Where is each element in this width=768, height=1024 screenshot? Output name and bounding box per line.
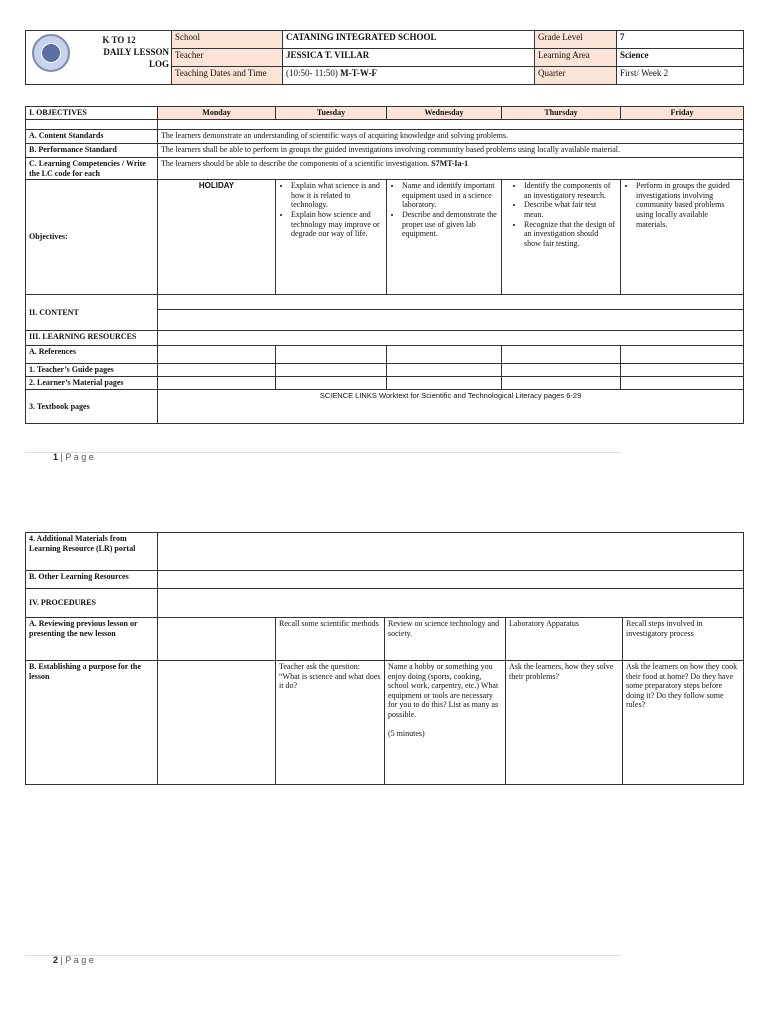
school-label: School [172, 31, 283, 49]
deped-seal-icon [32, 34, 70, 72]
tuesday-objectives [276, 180, 387, 295]
content-heading: II. CONTENT [26, 295, 158, 331]
purpose-tuesday: Teacher ask the question: “What is science and what does it do? [276, 661, 385, 785]
wednesday-objectives [387, 180, 502, 295]
friday-objectives [621, 180, 744, 295]
page2-footer-line [25, 955, 620, 956]
day-tuesday: Tuesday [276, 107, 387, 120]
other-resources-label: B. Other Learning Resources [26, 571, 158, 589]
title-line3: LOG [148, 59, 169, 69]
purpose-label: B. Establishing a purpose for the lesson [26, 661, 158, 785]
review-wednesday: Review on science technology and society. [385, 618, 506, 661]
references-label: A. References [26, 346, 158, 364]
teacher-label: Teacher [172, 49, 283, 67]
wednesday-objective-item: • Name and identify important equipment used in a science laboratory. [402, 181, 498, 210]
thursday-objective-item: • Describe what fair test mean. [524, 200, 617, 219]
review-tuesday: Recall some scientific methods [276, 618, 385, 661]
competencies-label: C. Learning Competencies / Write the LC code for each [26, 158, 158, 180]
tuesday-objective-item: • Explain what science is and how it is related to technology. [291, 181, 383, 210]
page1-footer-line [25, 452, 620, 453]
competencies-code: S7MT-Ia-1 [431, 159, 469, 168]
quarter-label: Quarter [535, 67, 617, 85]
competencies-text: The learners should be able to describe the components of a scientific investigation. S7MT-Ia-1 [158, 158, 744, 180]
procedures-table [25, 532, 744, 785]
procedures-heading: IV. PROCEDURES [26, 589, 158, 618]
header-logo-cell [26, 31, 172, 85]
review-thursday: Laboratory Apparatus [506, 618, 623, 661]
textbook-text: SCIENCE LINKS Worktext for Scientific and Technological Literacy pages 6-29 [158, 390, 744, 424]
title-line1: K TO 12 [102, 35, 136, 45]
purpose-wednesday: Name a hobby or something you enjoy doing (sports, cooking, school work, carpentry, etc.) What equipment or tools are necessary for you to do this? List as many as possible. (5 minutes) [385, 661, 506, 785]
objectives-heading: I. OBJECTIVES [26, 107, 158, 120]
dates-value: (10:50- 11:50) M-T-W-F [283, 67, 535, 85]
dates-label: Teaching Dates and Time [172, 67, 283, 85]
monday-objective: HOLIDAY [158, 180, 276, 295]
content-standards-text: The learners demonstrate an understanding of scientific ways of acquiring knowledge and solving problems. [158, 130, 744, 144]
objectives-label: Objectives: [26, 180, 158, 295]
content-standards-label: A. Content Standards [26, 130, 158, 144]
page2-footer: 2 | P a g e [53, 955, 94, 965]
title-line2: DAILY LESSON [103, 47, 169, 57]
day-monday: Monday [158, 107, 276, 120]
tuesday-objective-item: • Explain how science and technology may improve or degrade our way of life. [291, 210, 383, 239]
day-wednesday: Wednesday [387, 107, 502, 120]
reviewing-label: A. Reviewing previous lesson or presenting the new lesson [26, 618, 158, 661]
purpose-friday: Ask the learners on how they cook their food at home? Do they have some preparatory steps before doing it? Do they follow some rules? [623, 661, 744, 785]
area-label: Learning Area [535, 49, 617, 67]
additional-materials-label: 4. Additional Materials from Learning Resource (LR) portal [26, 533, 158, 571]
objectives-table [25, 106, 744, 424]
school-value: CATANING INTEGRATED SCHOOL [283, 31, 535, 49]
resources-heading: III. LEARNING RESOURCES [26, 331, 158, 346]
purpose-wednesday-time: (5 minutes) [388, 728, 425, 738]
area-value: Science [617, 49, 744, 67]
thursday-objective-item: • Recognize that the design of an investigation should show fair testing. [524, 220, 617, 249]
review-friday: Recall steps involved in investigatory process [623, 618, 744, 661]
grade-label: Grade Level [535, 31, 617, 49]
day-friday: Friday [621, 107, 744, 120]
thursday-objective-item: • Identify the components of an investigatory research. [524, 181, 617, 200]
teacher-value: JESSICA T. VILLAR [283, 49, 535, 67]
purpose-thursday: Ask the learners, how they solve their problems? [506, 661, 623, 785]
thursday-objectives [502, 180, 621, 295]
learners-material-label: 2. Learner’s Material pages [26, 377, 158, 390]
page1-footer: 1 | P a g e [53, 452, 94, 462]
performance-standard-text: The learners shall be able to perform in groups the guided investigations involving community based problems using locally available material. [158, 144, 744, 158]
wednesday-objective-item: • Describe and demonstrate the proper use of given lab equipment. [402, 210, 498, 239]
header-table [25, 30, 744, 85]
performance-standard-label: B. Performance Standard [26, 144, 158, 158]
quarter-value: First/ Week 2 [617, 67, 744, 85]
textbook-label: 3. Textbook pages [26, 390, 158, 424]
friday-objective-item: • Perform in groups the guided investigations involving community based problems using locally available materials. [636, 181, 740, 229]
teachers-guide-label: 1. Teacher’s Guide pages [26, 364, 158, 377]
day-thursday: Thursday [502, 107, 621, 120]
grade-value: 7 [617, 31, 744, 49]
